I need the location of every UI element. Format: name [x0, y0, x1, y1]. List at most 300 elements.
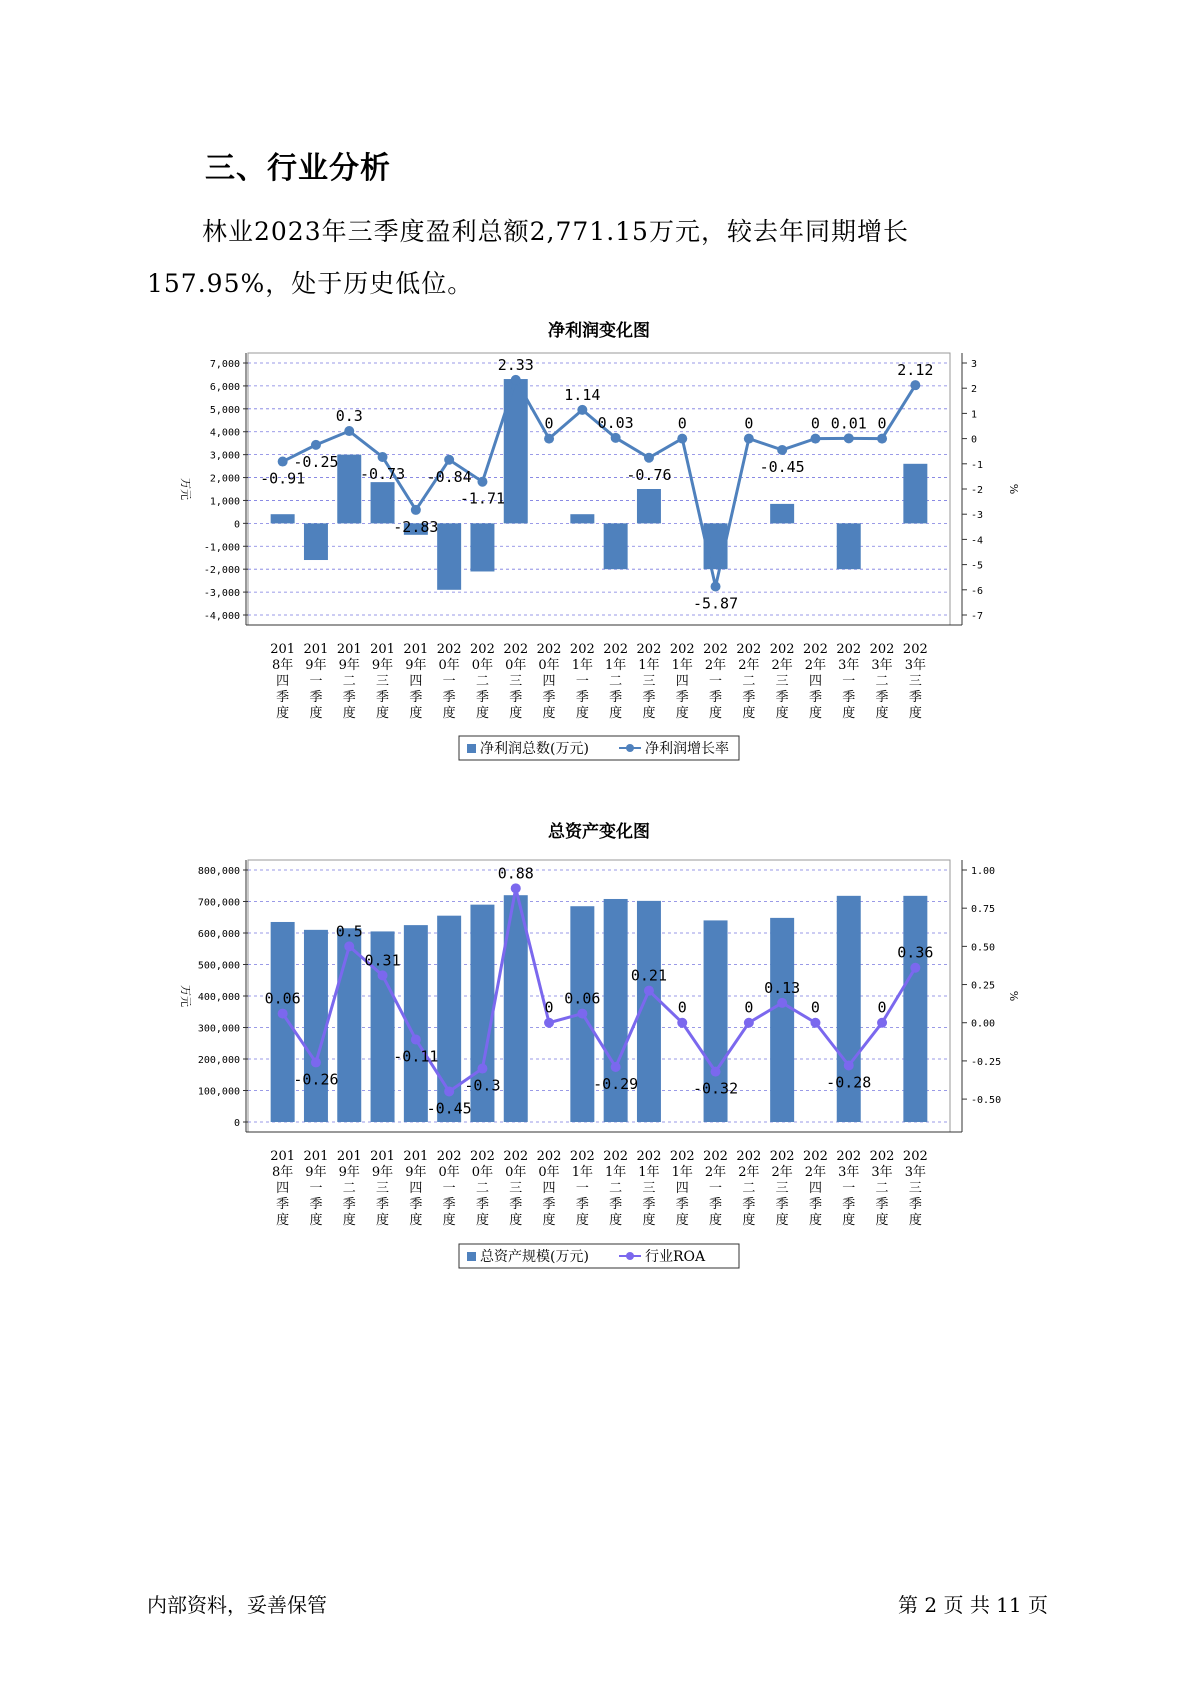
data-label: 0.88	[497, 864, 534, 883]
bar	[903, 896, 927, 1122]
x-tick-label: 季	[609, 1197, 623, 1212]
x-tick-label: 201	[370, 1149, 395, 1164]
x-tick-label: 202	[569, 1149, 595, 1164]
x-tick-label: 季	[342, 1197, 356, 1212]
x-tick-label: 季	[609, 690, 623, 705]
y2-tick-label: -3	[971, 510, 984, 522]
x-tick-label: 二	[609, 674, 623, 689]
x-tick-label: 三	[908, 674, 922, 689]
x-tick-label: 3年	[904, 658, 926, 673]
x-tick-label: 度	[409, 1213, 423, 1228]
x-tick-label: 季	[808, 690, 822, 705]
x-tick-label: 度	[276, 706, 290, 721]
x-tick-label: 202	[636, 642, 662, 657]
y-tick-label: -4,000	[203, 611, 240, 622]
data-label: 1.14	[564, 385, 601, 404]
data-label: -0.29	[593, 1075, 639, 1094]
x-tick-label: 季	[409, 1197, 423, 1212]
x-tick-label: 季	[675, 1197, 689, 1212]
x-tick-label: 3年	[838, 658, 860, 673]
x-tick-label: 度	[908, 706, 922, 721]
data-label: 0	[744, 414, 754, 433]
x-tick-label: 二	[875, 674, 889, 689]
x-tick-label: 度	[475, 706, 489, 721]
y-axis-label: 万元	[179, 478, 192, 500]
x-tick-label: 度	[309, 1213, 323, 1228]
legend-line-label: 行业ROA	[645, 1249, 706, 1265]
line-point	[378, 452, 388, 462]
x-tick-label: 季	[509, 1197, 523, 1212]
x-tick-label: 2年	[704, 658, 727, 673]
line-point	[677, 1018, 687, 1028]
bar	[770, 504, 794, 523]
x-tick-label: 2年	[804, 1165, 827, 1180]
x-tick-label: 三	[775, 674, 789, 689]
x-tick-label: 2年	[738, 658, 760, 673]
x-tick-label: 度	[875, 1213, 889, 1228]
x-tick-label: 季	[309, 1197, 323, 1212]
x-tick-label: 9年	[371, 658, 394, 673]
x-tick-label: 1年	[671, 1165, 693, 1180]
y2-tick-label: 0.25	[971, 980, 996, 992]
x-tick-label: 二	[475, 674, 489, 689]
y2-tick-label: -1	[971, 459, 984, 471]
y-tick-label: 800,000	[197, 866, 240, 877]
x-tick-label: 202	[470, 642, 495, 657]
legend-bar-swatch	[467, 1252, 476, 1261]
x-tick-label: 度	[376, 706, 390, 721]
x-tick-label: 季	[875, 690, 889, 705]
line-point	[311, 1057, 321, 1067]
line-point	[278, 457, 288, 467]
x-tick-label: 9年	[338, 1165, 360, 1180]
y-tick-label: 700,000	[197, 897, 240, 909]
footer-confidential: 内部资料，妥善保管	[147, 1593, 327, 1617]
y-tick-label: 400,000	[197, 992, 240, 1003]
y2-tick-label: 3	[971, 359, 978, 370]
x-tick-label: 201	[303, 1149, 329, 1164]
line-point	[644, 453, 654, 463]
x-tick-label: 202	[703, 642, 728, 657]
chart-title: 净利润变化图	[548, 321, 650, 341]
x-tick-label: 四	[675, 674, 689, 689]
bar	[770, 918, 794, 1122]
x-tick-label: 三	[908, 1181, 922, 1196]
x-tick-label: 202	[536, 1149, 562, 1164]
x-tick-label: 202	[736, 642, 762, 657]
x-tick-label: 度	[842, 1213, 856, 1228]
x-tick-label: 度	[609, 706, 623, 721]
x-tick-label: 度	[709, 1213, 723, 1228]
data-label: 0.06	[564, 989, 601, 1008]
line-point	[477, 477, 487, 487]
data-label: -2.83	[393, 517, 439, 536]
x-tick-label: 度	[908, 1213, 922, 1228]
x-tick-label: 季	[742, 1197, 756, 1212]
y2-tick-label: 1	[971, 409, 978, 421]
line-point	[278, 1009, 288, 1019]
data-label: 0.3	[335, 407, 363, 426]
x-tick-label: 1年	[605, 658, 627, 673]
x-tick-label: 四	[276, 1181, 290, 1196]
x-tick-label: 9年	[405, 1165, 427, 1180]
y-tick-label: -3,000	[203, 588, 240, 600]
x-tick-label: 季	[775, 690, 789, 705]
y2-tick-label: 0	[971, 434, 978, 446]
data-label: -0.45	[759, 457, 805, 476]
x-tick-label: 一	[709, 674, 723, 689]
x-tick-label: 202	[470, 1149, 495, 1164]
line-point	[411, 505, 421, 515]
data-label: 0.06	[264, 989, 301, 1008]
y2-tick-label: 0.50	[971, 942, 996, 954]
data-label: 0	[544, 414, 554, 433]
x-tick-label: 季	[908, 690, 922, 705]
x-tick-label: 1年	[605, 1165, 627, 1180]
y-tick-label: 5,000	[209, 404, 240, 416]
line-point	[844, 433, 854, 443]
x-tick-label: 202	[636, 1149, 662, 1164]
summary-paragraph: 林业2023年三季度盈利总额2,771.15万元，较去年同期增长157.95%，处于历史低位。	[147, 217, 909, 298]
x-tick-label: 202	[869, 1149, 895, 1164]
bar	[371, 482, 395, 523]
x-tick-label: 一	[309, 674, 323, 689]
x-tick-label: 201	[370, 642, 395, 657]
y-tick-label: 2,000	[209, 473, 240, 485]
data-label: 0.36	[897, 943, 934, 962]
x-tick-label: 202	[669, 642, 695, 657]
bar	[837, 523, 861, 569]
x-tick-label: 季	[509, 690, 523, 705]
y2-tick-label: 1.00	[971, 866, 996, 877]
x-tick-label: 202	[536, 642, 562, 657]
data-label: 2.12	[897, 361, 934, 380]
line-point	[378, 970, 388, 980]
x-tick-label: 度	[575, 1213, 589, 1228]
x-tick-label: 2年	[804, 658, 827, 673]
data-label: 0	[677, 998, 687, 1017]
footer-page-number: 第 2 页 共 11 页	[898, 1593, 1048, 1617]
x-tick-label: 季	[642, 690, 656, 705]
line-point	[910, 380, 920, 390]
x-tick-label: 度	[509, 1213, 523, 1228]
x-tick-label: 一	[842, 1181, 856, 1196]
x-tick-label: 度	[442, 706, 456, 721]
line-point	[444, 455, 454, 465]
x-tick-label: 一	[842, 674, 856, 689]
bar	[271, 922, 295, 1122]
x-tick-label: 202	[769, 642, 795, 657]
x-tick-label: 一	[575, 674, 589, 689]
legend-bar-label: 总资产规模(万元)	[480, 1249, 589, 1265]
x-tick-label: 202	[603, 642, 629, 657]
data-label: -0.91	[260, 469, 306, 488]
x-tick-label: 二	[609, 1181, 623, 1196]
x-tick-label: 四	[542, 674, 556, 689]
x-tick-label: 一	[709, 1181, 723, 1196]
line-point	[677, 434, 687, 444]
x-tick-label: 202	[503, 642, 529, 657]
x-tick-label: 0年	[471, 1165, 494, 1180]
y2-tick-label: -6	[971, 585, 984, 597]
x-tick-label: 二	[342, 674, 356, 689]
data-label: -0.73	[359, 464, 406, 483]
x-tick-label: 度	[542, 1213, 556, 1228]
x-tick-label: 0年	[505, 1165, 527, 1180]
line-point	[810, 1018, 820, 1028]
y-tick-label: 100,000	[197, 1086, 240, 1098]
x-tick-label: 三	[775, 1181, 789, 1196]
x-tick-label: 三	[642, 1181, 656, 1196]
bar	[637, 489, 661, 523]
x-tick-label: 三	[376, 674, 390, 689]
x-tick-label: 2年	[704, 1165, 727, 1180]
data-label: 2.33	[497, 355, 534, 374]
data-label: -0.32	[692, 1079, 739, 1098]
x-tick-label: 202	[603, 1149, 629, 1164]
line-point	[711, 1067, 721, 1077]
bar	[304, 930, 328, 1122]
x-tick-label: 四	[675, 1181, 689, 1196]
x-tick-label: 202	[869, 642, 895, 657]
x-tick-label: 季	[775, 1197, 789, 1212]
y2-tick-label: -2	[971, 485, 984, 496]
x-tick-label: 9年	[338, 658, 360, 673]
x-tick-label: 202	[736, 1149, 762, 1164]
x-tick-label: 季	[475, 1197, 489, 1212]
x-tick-label: 一	[575, 1181, 589, 1196]
x-tick-label: 2年	[771, 1165, 793, 1180]
data-label: -0.28	[826, 1073, 872, 1092]
x-tick-label: 度	[742, 706, 756, 721]
y-tick-label: 4,000	[209, 427, 240, 439]
bar	[504, 379, 528, 523]
x-tick-label: 四	[542, 1181, 556, 1196]
legend-line-marker	[626, 1252, 634, 1260]
x-tick-label: 三	[642, 674, 656, 689]
x-tick-label: 季	[409, 690, 423, 705]
x-tick-label: 季	[908, 1197, 922, 1212]
x-tick-label: 201	[403, 642, 429, 657]
y-tick-label: 500,000	[197, 960, 240, 972]
x-tick-label: 二	[742, 674, 756, 689]
x-tick-label: 度	[675, 706, 689, 721]
x-tick-label: 202	[436, 1149, 462, 1164]
data-label: 0.13	[764, 978, 801, 997]
bar	[271, 514, 295, 523]
x-tick-label: 度	[542, 706, 556, 721]
data-label: -0.3	[464, 1076, 501, 1095]
data-label: 0.01	[830, 414, 867, 433]
x-tick-label: 202	[803, 1149, 828, 1164]
x-tick-label: 季	[276, 1197, 290, 1212]
x-tick-label: 0年	[538, 1165, 560, 1180]
x-tick-label: 3年	[838, 1165, 860, 1180]
x-tick-label: 度	[775, 1213, 789, 1228]
x-tick-label: 201	[336, 642, 362, 657]
x-tick-label: 202	[836, 642, 862, 657]
x-tick-label: 度	[276, 1213, 290, 1228]
x-tick-label: 季	[342, 690, 356, 705]
x-tick-label: 201	[270, 1149, 296, 1164]
x-tick-label: 度	[342, 1213, 356, 1228]
x-tick-label: 度	[742, 1213, 756, 1228]
x-tick-label: 度	[609, 1213, 623, 1228]
x-tick-label: 2年	[738, 1165, 760, 1180]
x-tick-label: 度	[675, 1213, 689, 1228]
x-tick-label: 四	[409, 1181, 423, 1196]
x-tick-label: 三	[376, 1181, 390, 1196]
line-point	[544, 1018, 554, 1028]
x-tick-label: 季	[309, 690, 323, 705]
data-label: -0.45	[426, 1099, 472, 1118]
y-tick-label: 200,000	[197, 1055, 240, 1066]
x-tick-label: 度	[808, 1213, 822, 1228]
x-tick-label: 9年	[305, 658, 327, 673]
x-tick-label: 季	[675, 690, 689, 705]
line-point	[744, 1018, 754, 1028]
y2-tick-label: -0.25	[971, 1056, 1002, 1068]
x-tick-label: 202	[703, 1149, 728, 1164]
line-point	[844, 1060, 854, 1070]
data-label: 0.03	[597, 413, 634, 432]
y2-tick-label: -4	[971, 535, 984, 547]
x-tick-label: 度	[709, 706, 723, 721]
x-tick-label: 季	[542, 1197, 556, 1212]
x-tick-label: 度	[342, 706, 356, 721]
x-tick-label: 四	[276, 674, 290, 689]
x-tick-label: 季	[709, 690, 723, 705]
bar	[337, 928, 361, 1122]
line-point	[344, 941, 354, 951]
data-label: -5.87	[692, 594, 739, 613]
y-axis-label: 万元	[179, 985, 192, 1007]
line-point	[344, 426, 354, 436]
x-tick-label: 季	[542, 690, 556, 705]
x-tick-label: 1年	[638, 1165, 660, 1180]
net-profit-chart-svg	[0, 318, 1191, 788]
line-point	[810, 434, 820, 444]
x-tick-label: 季	[442, 1197, 456, 1212]
x-tick-label: 季	[842, 1197, 856, 1212]
x-tick-label: 202	[503, 1149, 529, 1164]
x-tick-label: 度	[376, 1213, 390, 1228]
x-tick-label: 0年	[438, 658, 460, 673]
x-tick-label: 度	[842, 706, 856, 721]
line-point	[611, 1062, 621, 1072]
bar	[437, 523, 461, 589]
x-tick-label: 度	[475, 1213, 489, 1228]
bar	[337, 455, 361, 524]
legend-bar-label: 净利润总数(万元)	[480, 741, 589, 757]
x-tick-label: 3年	[871, 1165, 893, 1180]
x-tick-label: 202	[669, 1149, 695, 1164]
line-point	[544, 434, 554, 444]
x-tick-label: 季	[442, 690, 456, 705]
y-tick-label: 300,000	[197, 1023, 240, 1035]
line-point	[511, 375, 521, 385]
y-tick-label: 7,000	[209, 359, 240, 370]
x-tick-label: 季	[376, 1197, 390, 1212]
x-tick-label: 3年	[904, 1165, 926, 1180]
x-tick-label: 季	[376, 690, 390, 705]
bar	[903, 464, 927, 524]
line-point	[711, 582, 721, 592]
x-tick-label: 度	[808, 706, 822, 721]
x-tick-label: 1年	[571, 1165, 593, 1180]
x-tick-label: 202	[436, 642, 462, 657]
x-tick-label: 季	[575, 690, 589, 705]
y-tick-label: -1,000	[203, 542, 240, 554]
total-assets-chart	[0, 812, 1191, 1282]
x-tick-label: 二	[475, 1181, 489, 1196]
line-point	[910, 963, 920, 973]
data-label: 0.31	[364, 951, 401, 970]
line-point	[511, 883, 521, 893]
y-tick-label: 0	[233, 1118, 240, 1129]
x-tick-label: 度	[775, 706, 789, 721]
y-tick-label: 0	[233, 519, 240, 531]
line-point	[777, 445, 787, 455]
line-point	[877, 1018, 887, 1028]
chart-title: 总资产变化图	[548, 822, 650, 842]
x-tick-label: 202	[902, 642, 928, 657]
data-label: 0.5	[335, 922, 363, 941]
x-tick-label: 201	[270, 642, 296, 657]
line-point	[444, 1086, 454, 1096]
x-tick-label: 9年	[405, 658, 427, 673]
x-tick-label: 9年	[371, 1165, 394, 1180]
x-tick-label: 0年	[538, 658, 560, 673]
line-point	[777, 998, 787, 1008]
x-tick-label: 度	[575, 706, 589, 721]
line-point	[877, 434, 887, 444]
x-tick-label: 0年	[471, 658, 494, 673]
legend-bar-swatch	[467, 744, 476, 753]
y2-axis-label: %	[1007, 990, 1020, 1002]
y2-tick-label: -7	[971, 611, 984, 622]
data-label: 0	[677, 414, 687, 433]
bar	[604, 523, 628, 569]
data-label: 0	[877, 414, 887, 433]
line-point	[411, 1035, 421, 1045]
data-label: 0.21	[630, 966, 668, 985]
y2-axis-label: %	[1007, 483, 1020, 495]
y2-tick-label: -5	[971, 560, 984, 572]
x-tick-label: 二	[342, 1181, 356, 1196]
y-tick-label: 6,000	[209, 381, 240, 393]
data-label: 0	[744, 998, 754, 1017]
bar	[304, 523, 328, 560]
x-tick-label: 一	[442, 674, 456, 689]
x-tick-label: 9年	[305, 1165, 327, 1180]
legend-line-label: 净利润增长率	[645, 741, 729, 757]
x-tick-label: 1年	[671, 658, 693, 673]
x-tick-label: 8年	[272, 1165, 294, 1180]
net-profit-chart	[0, 318, 1191, 788]
y-tick-label: 600,000	[197, 929, 240, 940]
x-tick-label: 一	[309, 1181, 323, 1196]
x-tick-label: 201	[403, 1149, 429, 1164]
data-label: -0.26	[293, 1070, 339, 1089]
data-label: 0	[810, 998, 820, 1017]
y-tick-label: 3,000	[209, 450, 240, 462]
x-tick-label: 季	[276, 690, 290, 705]
line-point	[577, 405, 587, 415]
x-tick-label: 8年	[272, 658, 294, 673]
x-tick-label: 3年	[871, 658, 893, 673]
y-tick-label: -2,000	[203, 565, 240, 577]
